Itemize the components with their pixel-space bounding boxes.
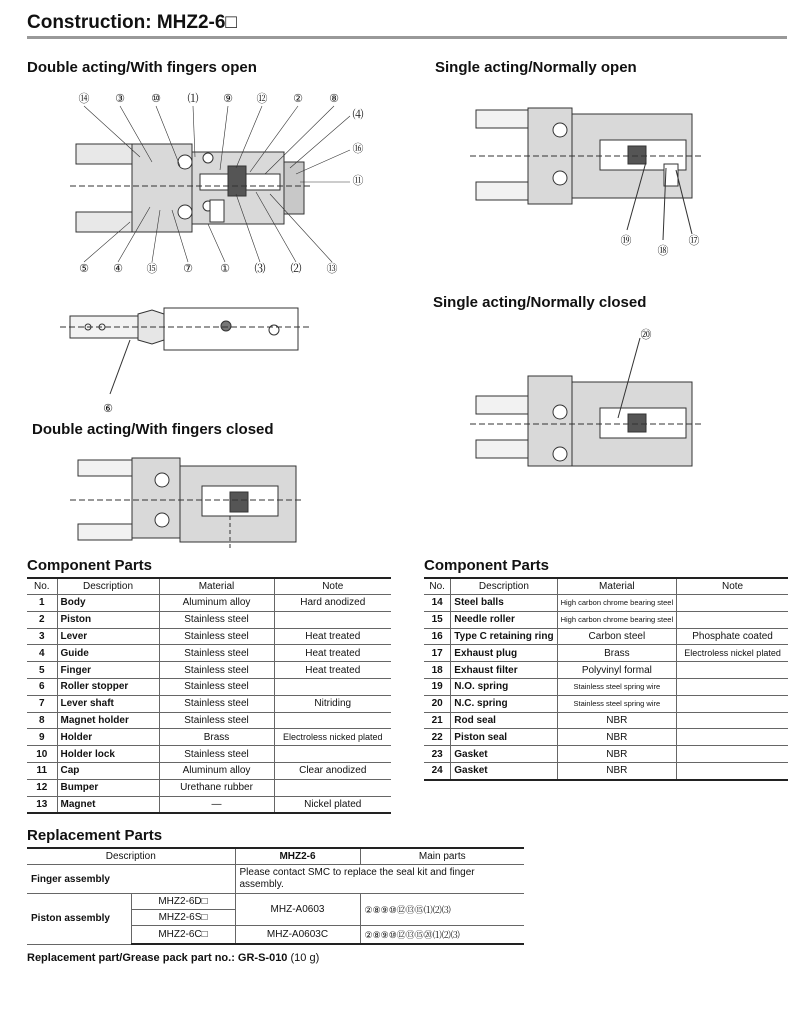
header-no: No. <box>27 578 57 595</box>
part-no: 18 <box>424 662 451 679</box>
part-description: Holder lock <box>57 746 159 763</box>
diagram-single-closed <box>470 322 710 472</box>
rep-row-piston-d <box>27 894 524 910</box>
callout-top-2: ③ <box>115 93 125 105</box>
rep-row-finger <box>27 865 524 894</box>
diagram-title-single-open: Single acting/Normally open <box>435 59 637 76</box>
part-no: 3 <box>27 628 57 645</box>
replacement-parts-title: Replacement Parts <box>27 827 163 844</box>
part-description: Exhaust plug <box>451 645 557 662</box>
rep-finger-text: Please contact SMC to replace the seal kit and finger assembly. <box>235 865 524 894</box>
part-material: Stainless steel <box>159 678 274 695</box>
table-row <box>424 729 788 746</box>
part-description: Gasket <box>451 762 557 779</box>
rep-main-c: ②⑧⑨⑩⑫⑬⑮⑳⑴⑵⑶ <box>360 926 524 945</box>
part-note <box>677 695 788 712</box>
callout-18: ⑱ <box>657 245 669 257</box>
part-no: 23 <box>424 746 451 763</box>
part-description: Magnet holder <box>57 712 159 729</box>
part-material: Brass <box>557 645 677 662</box>
rep-header-model: MHZ2-6 <box>235 848 360 865</box>
callout-top-5: ⑨ <box>223 93 233 105</box>
table-header-row <box>424 578 788 595</box>
table-row <box>27 595 391 612</box>
rep-header-main-parts: Main parts <box>360 848 524 865</box>
part-no: 13 <box>27 796 57 813</box>
callout-bottom-8: ⑬ <box>326 263 338 275</box>
part-description: Bumper <box>57 779 159 796</box>
part-material: Carbon steel <box>557 628 677 645</box>
part-description: Piston seal <box>451 729 557 746</box>
part-material: Stainless steel <box>159 746 274 763</box>
table-row <box>424 695 788 712</box>
part-material: NBR <box>557 729 677 746</box>
part-material: Aluminum alloy <box>159 595 274 612</box>
callout-bottom-6: ⑶ <box>254 263 266 275</box>
part-note: Heat treated <box>274 662 391 679</box>
table-row <box>27 729 391 746</box>
part-description: Needle roller <box>451 611 557 628</box>
callout-top-8: ⑧ <box>329 93 339 105</box>
diagram-title-double-closed: Double acting/With fingers closed <box>32 421 274 438</box>
part-material: High carbon chrome bearing steel <box>557 595 677 612</box>
part-note: Heat treated <box>274 645 391 662</box>
rep-model-s: MHZ2-6S□ <box>131 910 235 926</box>
part-note <box>274 779 391 796</box>
grease-pack-qty: (10 g) <box>287 952 320 964</box>
table-row <box>27 762 391 779</box>
callout-top-4: ⑴ <box>187 93 199 105</box>
part-note <box>274 746 391 763</box>
part-description: Lever shaft <box>57 695 159 712</box>
table-row <box>424 645 788 662</box>
part-note <box>677 746 788 763</box>
part-description: Piston <box>57 611 159 628</box>
part-note: Electroless nicked plated <box>274 729 391 746</box>
callout-bottom-3: ⑮ <box>146 263 158 275</box>
callout-20: ⑳ <box>640 329 652 341</box>
component-parts-left-title: Component Parts <box>27 557 153 574</box>
header-material: Material <box>557 578 677 595</box>
part-description: N.O. spring <box>451 678 557 695</box>
callout-bottom-1: ⑤ <box>79 263 89 275</box>
part-material: Urethane rubber <box>159 779 274 796</box>
part-note: Heat treated <box>274 628 391 645</box>
part-no: 22 <box>424 729 451 746</box>
table-row <box>424 611 788 628</box>
table-row <box>424 678 788 695</box>
table-row <box>27 611 391 628</box>
part-no: 16 <box>424 628 451 645</box>
part-note <box>274 611 391 628</box>
header-material: Material <box>159 578 274 595</box>
table-row <box>424 712 788 729</box>
page-title: Construction: MHZ2-6□ <box>27 12 237 33</box>
callout-bottom-7: ⑵ <box>290 263 302 275</box>
part-material: Stainless steel <box>159 695 274 712</box>
part-description: Guide <box>57 645 159 662</box>
table-row <box>27 628 391 645</box>
callout-top-7: ② <box>293 93 303 105</box>
part-description: Body <box>57 595 159 612</box>
part-no: 19 <box>424 678 451 695</box>
part-material: Brass <box>159 729 274 746</box>
table-row <box>27 779 391 796</box>
part-description: Holder <box>57 729 159 746</box>
part-no: 24 <box>424 762 451 779</box>
table-row <box>27 662 391 679</box>
part-note <box>677 762 788 779</box>
header-note: Note <box>274 578 391 595</box>
part-note <box>677 678 788 695</box>
callout-6: ⑥ <box>103 403 113 415</box>
part-note <box>274 678 391 695</box>
part-note <box>677 729 788 746</box>
part-material: Stainless steel <box>159 645 274 662</box>
title-rule <box>27 36 787 39</box>
part-description: Magnet <box>57 796 159 813</box>
part-no: 15 <box>424 611 451 628</box>
diagram-single-open <box>470 100 710 260</box>
part-note: Electroless nickel plated <box>677 645 788 662</box>
rep-header-description: Description <box>27 848 235 865</box>
part-material: Stainless steel <box>159 662 274 679</box>
part-material: — <box>159 796 274 813</box>
diagram-double-closed <box>70 456 310 552</box>
part-description: Type C retaining ring <box>451 628 557 645</box>
part-note: Phosphate coated <box>677 628 788 645</box>
part-note <box>677 595 788 612</box>
part-no: 8 <box>27 712 57 729</box>
diagram-roller-view <box>60 300 330 418</box>
callout-bottom-4: ⑦ <box>183 263 193 275</box>
callout-bottom-2: ④ <box>113 263 123 275</box>
part-description: Gasket <box>451 746 557 763</box>
rep-part-c: MHZ-A0603C <box>235 926 360 945</box>
part-material: Stainless steel spring wire <box>557 695 677 712</box>
table-row <box>424 628 788 645</box>
part-note: Nickel plated <box>274 796 391 813</box>
rep-model-d: MHZ2-6D□ <box>131 894 235 910</box>
callout-bottom-5: ① <box>220 263 230 275</box>
table-row <box>424 762 788 779</box>
part-material: Polyvinyl formal <box>557 662 677 679</box>
table-row <box>27 746 391 763</box>
callout-19: ⑲ <box>620 235 632 247</box>
table-row <box>27 678 391 695</box>
part-no: 2 <box>27 611 57 628</box>
part-no: 17 <box>424 645 451 662</box>
part-material: Stainless steel <box>159 628 274 645</box>
part-material: Stainless steel <box>159 712 274 729</box>
part-no: 12 <box>27 779 57 796</box>
part-note <box>677 712 788 729</box>
part-description: Roller stopper <box>57 678 159 695</box>
header-note: Note <box>677 578 788 595</box>
table-row <box>424 746 788 763</box>
callout-top-6: ⑫ <box>256 93 268 105</box>
part-description: Rod seal <box>451 712 557 729</box>
component-parts-right-table <box>424 577 788 781</box>
part-no: 10 <box>27 746 57 763</box>
part-no: 21 <box>424 712 451 729</box>
part-note: Hard anodized <box>274 595 391 612</box>
rep-piston-label: Piston assembly <box>27 894 131 945</box>
callout-top-3: ⑩ <box>151 93 161 105</box>
part-no: 4 <box>27 645 57 662</box>
diagram-double-open <box>60 82 380 282</box>
replacement-parts-table <box>27 847 524 945</box>
part-no: 7 <box>27 695 57 712</box>
part-note: Clear anodized <box>274 762 391 779</box>
part-description: Finger <box>57 662 159 679</box>
part-no: 20 <box>424 695 451 712</box>
rep-main-d: ②⑧⑨⑩⑫⑬⑮⑴⑵⑶ <box>360 894 524 926</box>
grease-pack-label: Replacement part/Grease pack part no.: GR-S-010 <box>27 952 288 964</box>
part-note <box>274 712 391 729</box>
part-material: Aluminum alloy <box>159 762 274 779</box>
part-no: 11 <box>27 762 57 779</box>
callout-right-3: ⑪ <box>352 175 364 187</box>
part-description: N.C. spring <box>451 695 557 712</box>
part-no: 6 <box>27 678 57 695</box>
part-no: 1 <box>27 595 57 612</box>
table-row <box>424 662 788 679</box>
header-description: Description <box>57 578 159 595</box>
part-material: NBR <box>557 712 677 729</box>
header-description: Description <box>451 578 557 595</box>
callout-top-1: ⑭ <box>78 93 90 105</box>
part-note: Nitriding <box>274 695 391 712</box>
rep-model-c: MHZ2-6C□ <box>131 926 235 945</box>
diagram-title-single-closed: Single acting/Normally closed <box>433 294 647 311</box>
component-parts-left-table <box>27 577 391 814</box>
table-header-row <box>27 578 391 595</box>
header-no: No. <box>424 578 451 595</box>
part-material: NBR <box>557 746 677 763</box>
part-no: 9 <box>27 729 57 746</box>
table-row <box>27 796 391 813</box>
part-description: Steel balls <box>451 595 557 612</box>
callout-right-2: ⑯ <box>352 143 364 155</box>
rep-part-d: MHZ-A0603 <box>235 894 360 926</box>
component-parts-right-title: Component Parts <box>424 557 550 574</box>
part-material: Stainless steel spring wire <box>557 678 677 695</box>
table-row <box>27 645 391 662</box>
part-material: NBR <box>557 762 677 779</box>
callout-17: ⑰ <box>688 235 700 247</box>
table-row <box>27 695 391 712</box>
rep-finger-label: Finger assembly <box>27 865 235 894</box>
callout-right-1: ⑷ <box>352 109 364 121</box>
table-row <box>424 595 788 612</box>
part-description: Cap <box>57 762 159 779</box>
part-note <box>677 662 788 679</box>
part-note <box>677 611 788 628</box>
part-material: High carbon chrome bearing steel <box>557 611 677 628</box>
part-description: Lever <box>57 628 159 645</box>
part-no: 14 <box>424 595 451 612</box>
part-material: Stainless steel <box>159 611 274 628</box>
part-description: Exhaust filter <box>451 662 557 679</box>
grease-pack-footnote <box>27 952 319 964</box>
diagram-title-double-open: Double acting/With fingers open <box>27 59 257 76</box>
table-row <box>27 712 391 729</box>
part-no: 5 <box>27 662 57 679</box>
